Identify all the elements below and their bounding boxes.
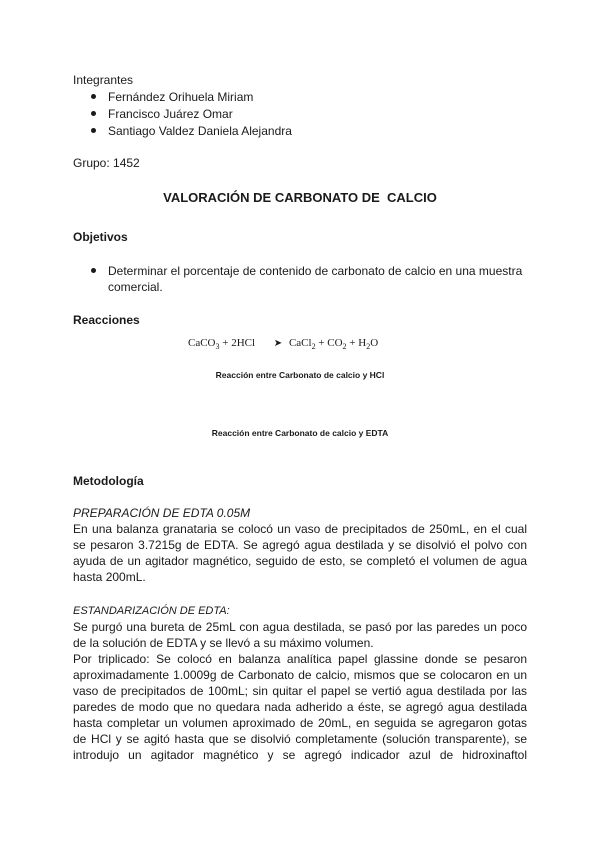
paragraph-line: introdujo un agitador magnético y se agregó indicador azul de hidroxinaftol [73, 748, 527, 762]
section-subtitle: PREPARACIÓN DE EDTA 0.05M [73, 506, 251, 520]
objective-line: comercial. [108, 280, 163, 294]
page-title: VALORACIÓN DE CARBONATO DE CALCIO [163, 190, 437, 205]
bullet-icon [91, 128, 96, 133]
arrow-icon: ➤ [273, 338, 283, 349]
paragraph-line: se pesaron 3.7215g de EDTA. Se agregó agua destilada y se disolvió el polvo con [73, 538, 527, 552]
objectives-heading: Objetivos [73, 230, 128, 244]
reaction-caption-edta: Reacción entre Carbonato de calcio y EDTA [211, 428, 389, 438]
product-h2o: + H [346, 337, 367, 349]
methodology-heading: Metodología [73, 474, 144, 488]
paragraph-line: de la solución de EDTA y se llevó a su máximo volumen. [73, 636, 374, 650]
bullet-icon [91, 94, 96, 99]
team-member: Santiago Valdez Daniela Alejandra [108, 124, 292, 138]
team-member: Francisco Juárez Omar [108, 107, 233, 121]
reactions-heading: Reacciones [73, 313, 140, 327]
paragraph-line: En una balanza granataria se colocó un vaso de precipitados de 250mL, en el cual [73, 522, 527, 536]
objective-line: Determinar el porcentaje de contenido de carbonato de calcio en una muestra [108, 264, 523, 278]
paragraph-line: hasta completar un volumen aproximado de 20mL, en seguida se agregaron gotas [73, 716, 527, 730]
reactant-hcl: + 2HCl [219, 337, 256, 349]
reaction-equation [188, 337, 378, 351]
reaction-caption-hcl: Reacción entre Carbonato de calcio y HCl [215, 370, 385, 380]
group-number: Grupo: 1452 [73, 156, 140, 170]
paragraph-line: de HCl y se agitó hasta que se disolvió completamente (solución transparente), se [73, 732, 527, 746]
section-subtitle: ESTANDARIZACIÓN DE EDTA: [73, 605, 230, 617]
team-label: Integrantes [73, 73, 134, 87]
bullet-icon [91, 111, 96, 116]
paragraph-line: Por triplicado: Se colocó en balanza analítica papel glassine donde se pesaron [73, 652, 527, 666]
paragraph-line: hasta 200mL. [73, 570, 146, 584]
subscript: 3 [215, 342, 220, 352]
product-cacl2: CaCl [288, 337, 312, 349]
subscript: 2 [311, 342, 316, 352]
reactant-caco3: CaCO [188, 337, 216, 349]
paragraph-line: paredes de modo que no quedara nada adherido a éste, se agregó agua destilada [73, 700, 527, 714]
paragraph-line: vaso de precipitados de 100mL; sin quitar el papel se vertió agua destilada por las [73, 684, 527, 698]
product-h2o-end: O [370, 337, 379, 349]
product-co2: + CO [315, 337, 343, 349]
subscript: 2 [342, 342, 347, 352]
paragraph-line: aproximadamente 1.0009g de Carbonato de calcio, mismos que se colocaron en un [73, 668, 527, 682]
subscript: 2 [366, 342, 371, 352]
bullet-icon [91, 268, 96, 273]
team-member: Fernández Orihuela Miriam [108, 90, 254, 104]
paragraph-line: ayuda de un agitador magnético, seguido de esto, se completó el volumen de agua [73, 554, 527, 568]
paragraph-line: Se purgó una bureta de 25mL con agua destilada, se pasó por las paredes un poco [73, 620, 527, 634]
